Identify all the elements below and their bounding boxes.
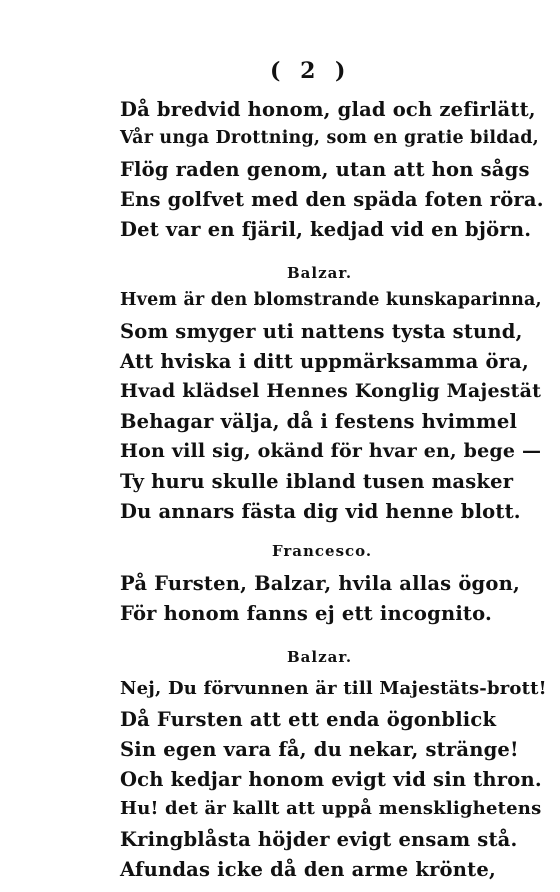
verse-line: Det var en fjäril, kedjad vid en björn. [120, 218, 532, 241]
verse-line: Nej, Du förvunnen är till Majestäts-brott! [120, 678, 547, 699]
verse-line: Behagar välja, då i festens hvimmel [120, 410, 518, 433]
verse-line: Hvem är den blomstrande kunskaparinna, [120, 290, 542, 310]
verse-line: Du annars fästa dig vid henne blott. [120, 500, 521, 523]
verse-line: Att hviska i ditt uppmärksamma öra, [120, 350, 529, 373]
verse-line: Och kedjar honom evigt vid sin thron. [120, 768, 542, 791]
speaker-name: Balzar. [287, 264, 353, 282]
verse-line: Flög raden genom, utan att hon sågs [120, 158, 530, 181]
speaker-name: Balzar. [287, 648, 353, 666]
verse-line: Vår unga Drottning, som en gratie bildad, [120, 128, 539, 148]
verse-line: Kringblåsta höjder evigt ensam stå. [120, 828, 518, 851]
verse-line: Hon vill sig, okänd för hvar en, bege — [120, 440, 542, 462]
verse-line: Hu! det är kallt att uppå mensklighetens [120, 798, 542, 819]
verse-line: Ty huru skulle ibland tusen masker [120, 470, 514, 493]
verse-line: Afundas icke då den arme krönte, [120, 858, 496, 881]
verse-line: Sin egen vara få, du nekar, stränge! [120, 738, 519, 761]
verse-line: Då bredvid honom, glad och zefirlätt, [120, 98, 536, 121]
verse-line: På Fursten, Balzar, hvila allas ögon, [120, 572, 520, 595]
verse-line: Då Fursten att ett enda ögonblick [120, 708, 497, 731]
verse-line: Hvad klädsel Hennes Konglig Majestät [120, 380, 542, 402]
speaker-name: Francesco. [272, 542, 373, 560]
verse-line: För honom fanns ej ett incognito. [120, 602, 492, 625]
verse-line: Ens golfvet med den späda foten röra. [120, 188, 544, 211]
page-number: ( 2 ) [270, 58, 352, 84]
verse-line: Som smyger uti nattens tysta stund, [120, 320, 523, 343]
